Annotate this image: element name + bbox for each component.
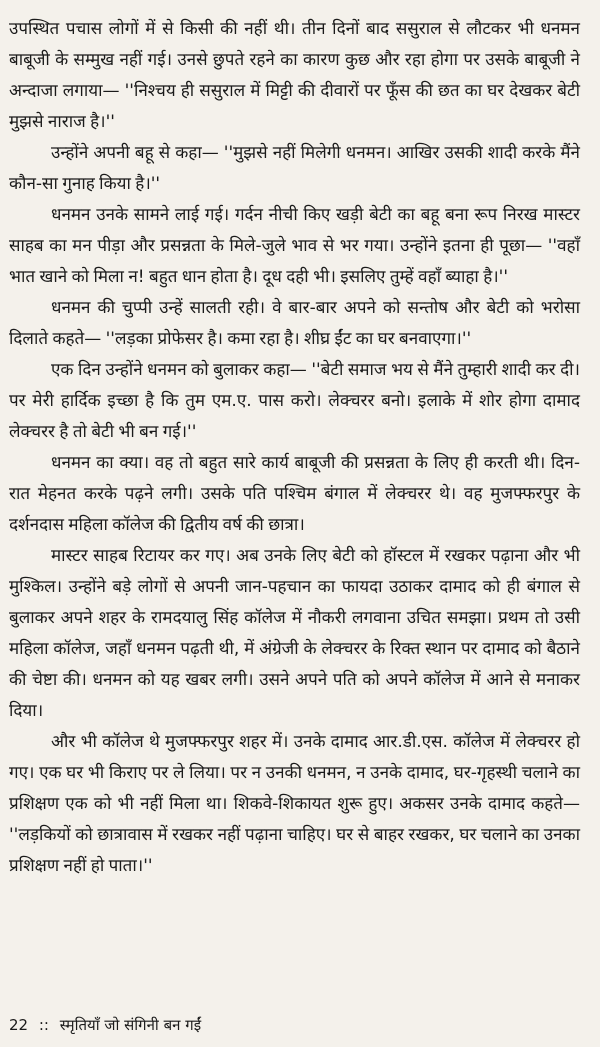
paragraph-3: धनमन उनके सामने लाई गई। गर्दन नीची किए खड़ी बेटी का बहू बना रूप निरख मास्टर साहब का मन पीड़ा और प्रसन्नता के मिले-जुले भाव से भर गया। उन्होंने इतना ही पूछा— ''वहाँ भात खाने को मिला न! बहुत धान होता है। दूध दही भी। इसलिए तुम्हें वहाँ ब्याहा है।'' — [9, 205, 580, 287]
paragraph-6: धनमन का क्या। वह तो बहुत सारे कार्य बाबूजी की प्रसन्नता के लिए ही करती थी। दिन-रात मेहनत करके पढ़ने लगी। उसके पति पश्चिम बंगाल में लेक्चरर थे। वह मुजफ्फरपुर के दर्शनदास महिला कॉलेज की द्वितीय वर्ष की छात्रा। — [9, 453, 580, 535]
paragraph-7: मास्टर साहब रिटायर कर गए। अब उनके लिए बेटी को हॉस्टल में रखकर पढ़ाना और भी मुश्किल। उन्होंने बड़े लोगों से अपनी जान-पहचान का फायदा उठाकर दामाद को ही बंगाल से बुलाकर अपने शहर के रामदयालु सिंह कॉलेज में नौकरी लगवाना उचित समझा। प्रथम तो उसी महिला कॉलेज, जहाँ धनमन पढ़ती थी, में अंग्रेजी के लेक्चरर के रिक्त स्थान पर दामाद को बैठाने की चेष्टा की। धनमन को यह खबर लगी। उसने अपने पति को अपने कॉलेज में आने से मनाकर दिया। — [9, 546, 580, 721]
paragraph-1: उपस्थित पचास लोगों में से किसी की नहीं थी। तीन दिनों बाद ससुराल से लौटकर भी धनमन बाबूजी के सम्मुख नहीं गई। उनसे छुपते रहने का कारण कुछ और रहा होगा पर उसके बाबूजी ने अन्दाजा लगाया— ''निश्चय ही ससुराल में मिट्टी की दीवारों पर फूँस की छत का घर देखकर बेटी मुझसे नाराज है।'' — [9, 19, 580, 132]
footer-separator: :: — [38, 1016, 49, 1034]
book-title: स्मृतियाँ जो संगिनी बन गईं — [59, 1016, 202, 1034]
page-footer — [9, 1015, 201, 1035]
page-number: 22 — [9, 1016, 29, 1034]
paragraph-2: उन्होंने अपनी बहू से कहा— ''मुझसे नहीं मिलेगी धनमन। आखिर उसकी शादी करके मैंने कौन-सा गुनाह किया है।'' — [9, 143, 580, 194]
paragraph-8: और भी कॉलेज थे मुजफ्फरपुर शहर में। उनके दामाद आर.डी.एस. कॉलेज में लेक्चरर हो गए। एक घर भी किराए पर ले लिया। पर न उनकी धनमन, न उनके दामाद, घर-गृहस्थी चलाने का प्रशिक्षण एक को भी नहीं मिला था। शिकवे-शिकायत शुरू हुए। अकसर उनके दामाद कहते— ''लड़कियों को छात्रावास में रखकर नहीं पढ़ाना चाहिए। घर से बाहर रखकर, घर चलाने का उनका प्रशिक्षण नहीं हो पाता।'' — [9, 732, 580, 876]
paragraph-5: एक दिन उन्होंने धनमन को बुलाकर कहा— ''बेटी समाज भय से मैंने तुम्हारी शादी कर दी। पर मेरी हार्दिक इच्छा है कि तुम एम.ए. पास करो। लेक्चरर बनो। इलाके में शोर होगा दामाद लेक्चरर है तो बेटी भी बन गई।'' — [9, 360, 580, 442]
paragraph-4: धनमन की चुप्पी उन्हें सालती रही। वे बार-बार अपने को सन्तोष और बेटी को भरोसा दिलाते कहते— ''लड़का प्रोफेसर है। कमा रहा है। शीघ्र ईंट का घर बनवाएगा।'' — [9, 298, 580, 349]
